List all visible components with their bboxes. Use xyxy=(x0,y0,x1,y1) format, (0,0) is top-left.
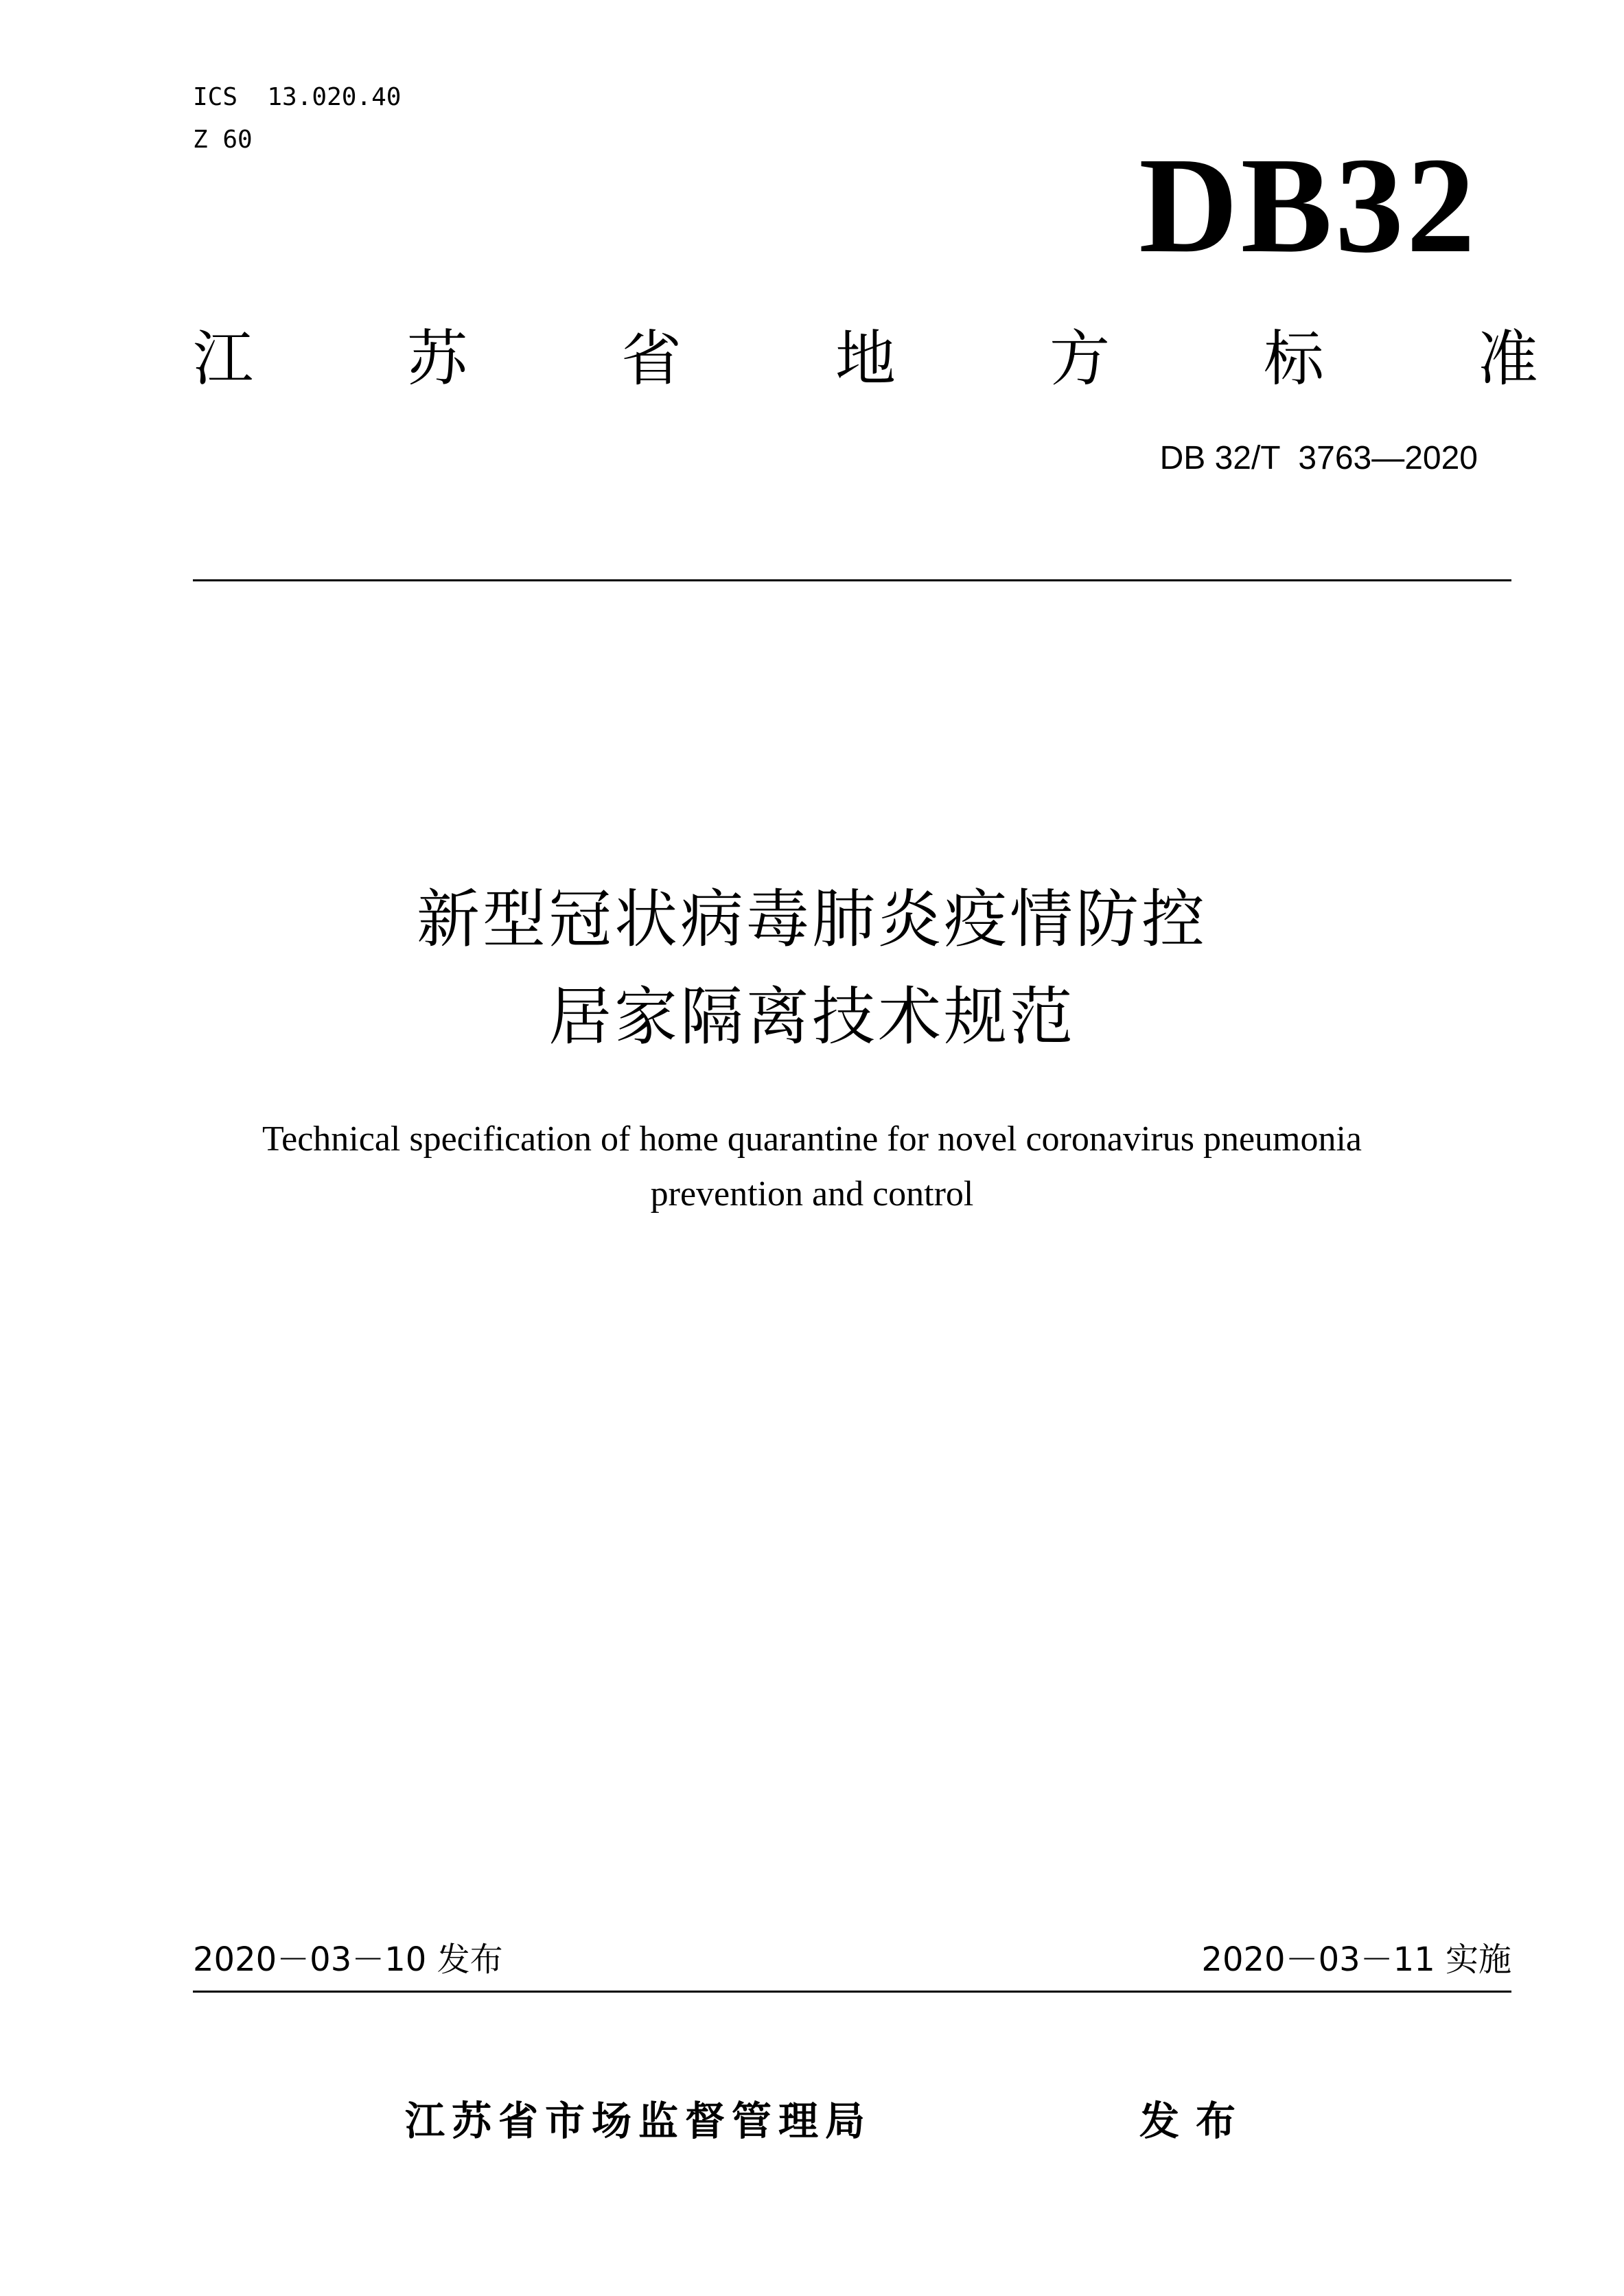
standard-type-char: 地 xyxy=(835,323,896,394)
implementation-date: 2020－03－11 实施 xyxy=(1201,1940,1511,1979)
title-en-line-2: prevention and control xyxy=(650,1174,974,1214)
standard-type-char: 方 xyxy=(1049,323,1110,394)
standard-type-char: 省 xyxy=(620,323,682,394)
db-mark: DB32 xyxy=(1139,130,1478,281)
standard-type-heading xyxy=(193,321,1538,397)
ics-code: ICS 13.020.40 xyxy=(193,83,402,111)
title-cn-line-2: 居家隔离技术规范 xyxy=(548,980,1076,1054)
issue-label: 发布 xyxy=(1139,2098,1253,2144)
title-en-line-1: Technical specification of home quarantine for novel coronavirus pneumonia xyxy=(262,1120,1362,1159)
standard-type-char: 准 xyxy=(1477,323,1538,394)
title-cn-line-1: 新型冠状病毒肺炎疫情防控 xyxy=(416,883,1207,956)
bottom-divider xyxy=(193,1991,1511,1993)
issuing-authority: 江苏省市场监督管理局 xyxy=(405,2098,872,2144)
standard-type-char: 标 xyxy=(1263,323,1324,394)
top-divider xyxy=(193,579,1511,581)
standard-type-char: 江 xyxy=(193,323,254,394)
issue-date: 2020－03－10 发布 xyxy=(193,1940,503,1979)
standard-number: DB 32/T 3763—2020 xyxy=(1159,440,1478,476)
standard-type-char: 苏 xyxy=(406,323,467,394)
ccs-code: Z 60 xyxy=(193,126,253,154)
